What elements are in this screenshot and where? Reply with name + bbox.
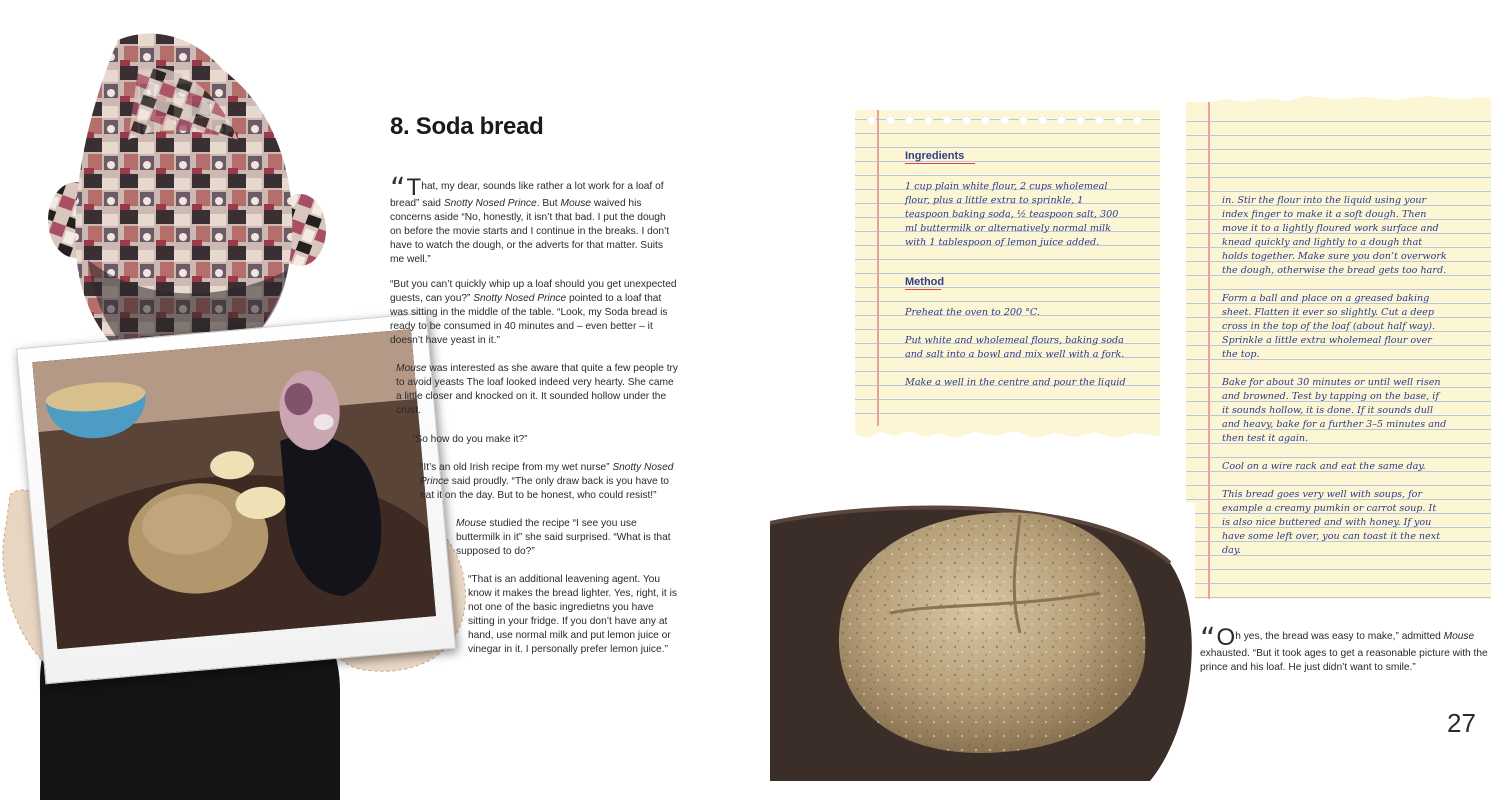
story-paragraph-1 (390, 172, 670, 267)
character-name: Mouse (456, 518, 487, 529)
recipe-notepad-page-2 (1186, 102, 1491, 599)
punch-hole (1019, 116, 1028, 125)
story-text: studied the recipe “I see you use buttermilk in it” she said surprised. “What is that supposed to do?” (456, 518, 671, 557)
torn-edge (855, 426, 1160, 440)
heading-underline (905, 163, 975, 164)
photo-caption (1200, 622, 1490, 675)
character-name: Snotty Nosed Prince (420, 462, 674, 487)
notepad-margin-line (877, 110, 879, 432)
punch-hole (981, 116, 990, 125)
ingredients-heading (905, 150, 964, 162)
caption-text: exhausted. “But it took ages to get a reasonable picture with the prince and his loaf. He just didn’t want to smile.” (1200, 648, 1488, 673)
method-heading (905, 276, 944, 288)
method-step-5: Bake for about 30 minutes or until well risen and browned. Test by tapping on the base, if it sounds hollow, it is done. If it sounds dull and heavy, bake for a further 3–5 minutes and then test it again. (1222, 377, 1447, 444)
caption-text: h yes, the bread was easy to make,” admitted (1235, 631, 1444, 642)
method-step-7: This bread goes very well with soups, for example a creamy pumkin or carrot soup. It is also nice buttered and with honey. If you have some left over, you can toast it the next day. (1222, 489, 1441, 556)
punch-hole (1038, 116, 1047, 125)
soda-bread-photo (770, 503, 1195, 781)
punch-hole (905, 116, 914, 125)
heading-underline (905, 289, 941, 290)
story-text: was interested as she aware that quite a few people try to avoid yeasts The loaf looked indeed very hearty. She came a little closer and knocked on it. It sounded hollow under the crust. (396, 363, 679, 416)
method-step-3-continued: in. Stir the flour into the liquid using your index finger to make it a soft dough. Then move it to a lightly floured work surface and knead quickly and lightly to a dough that holds together. Make sure you don’t overwork the dough, otherwise the bread gets too hard. (1222, 195, 1447, 276)
punch-hole (1000, 116, 1009, 125)
punch-hole (867, 116, 876, 125)
story-text: hat, my dear, sounds like rather a lot work for a loaf of bread” said (390, 181, 664, 209)
story-text: waived his concerns aside “No, honestly, it isn’t that bad. I put the dough on before the movie starts and I continue in the breaks. I don’t have to watch the dough, or the adverts for that matter. Suits me well.” (390, 198, 670, 265)
character-name: Mouse (560, 198, 592, 209)
character-name: Snotty Nosed Prince (443, 198, 537, 209)
notepad-margin-line (1208, 102, 1210, 599)
page-number: 27 (1447, 708, 1476, 738)
story-paragraph-2 (390, 278, 680, 348)
method-step-4: Form a ball and place on a greased baking sheet. Flatten it ever so slightly. Cut a deep cross in the top of the loaf (about half way). Sprinkle a little extra wholemeal flour over the top. (1222, 293, 1435, 360)
story-paragraph-3 (396, 362, 680, 418)
story-paragraph-5 (420, 461, 680, 503)
punch-hole (1095, 116, 1104, 125)
story-text: “It’s an old Irish recipe from my wet nurse” (420, 462, 613, 473)
open-quote: “ (390, 172, 406, 207)
punch-hole (1133, 116, 1142, 125)
open-quote: “ (1200, 622, 1216, 657)
character-name: Mouse (1443, 631, 1475, 642)
puppets-with-loaf-photo (32, 329, 436, 649)
drop-cap: O (1216, 624, 1236, 651)
punch-hole (1057, 116, 1066, 125)
polaroid-photo (16, 313, 456, 685)
puppets-scene-image (32, 329, 436, 649)
recipe-notepad-page-1 (855, 110, 1160, 432)
story-paragraph-6 (456, 517, 676, 559)
punch-hole (943, 116, 952, 125)
drop-cap: T (406, 174, 422, 201)
punch-hole (962, 116, 971, 125)
character-name: Snotty Nosed Prince (473, 293, 567, 304)
method-step-3: Make a well in the centre and pour the liquid (905, 377, 1126, 388)
ingredients-heading-text: Ingredients (905, 150, 965, 162)
story-text: said proudly. “The only draw back is you have to eat it on the day. But to be honest, who could resist!” (420, 476, 669, 501)
ingredients-list: 1 cup plain white flour, 2 cups wholemeal flour, plus a little extra to sprinkle, 1 teaspoon baking soda, ½ teaspoon salt, 300 ml buttermilk or alternatively normal milk with 1 tablespoon of lemon juice added. (905, 181, 1119, 248)
story-paragraph-7: “That is an additional leavening agent. You know it makes the bread lighter. Yes, right, it is not one of the basic ingredietns you have sitting in your fridge. If you don’t have any at hand, use normal milk and put lemon juice or vinegar in it. I personally prefer lemon juice.” (468, 574, 677, 655)
story-text: pointed to a loaf that was sitting in the middle of the table. “Look, my Soda bread is ready to be consumed in 40 minutes and – even better – it doesn’t have yeast in it.” (390, 293, 668, 346)
punch-hole (924, 116, 933, 125)
story-paragraph-4: “So how do you make it?” (412, 434, 528, 445)
method-step-1: Preheat the oven to 200 °C. (905, 307, 1040, 318)
method-step-2: Put white and wholemeal flours, baking soda and salt into a bowl and mix well with a fork. (905, 335, 1125, 360)
punch-hole (1114, 116, 1123, 125)
punch-hole (886, 116, 895, 125)
torn-edge (1186, 94, 1491, 108)
page-title: 8. Soda bread (390, 113, 544, 140)
punch-hole (1076, 116, 1085, 125)
character-name: Mouse (396, 363, 427, 374)
method-heading-text: Method (905, 276, 945, 288)
story-text: . But (536, 198, 561, 209)
story-text: “But you can’t quickly whip up a loaf should you get unexpected guests, can you?” (390, 279, 677, 304)
method-step-6: Cool on a wire rack and eat the same day. (1222, 461, 1426, 472)
